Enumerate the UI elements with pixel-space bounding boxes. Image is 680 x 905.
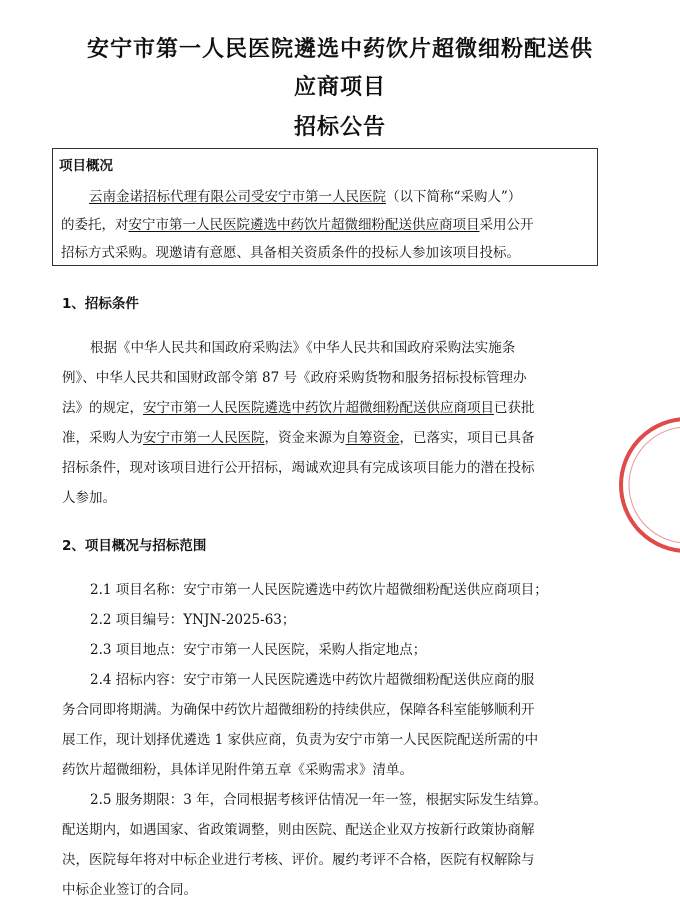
company-seal-stamp — [612, 410, 680, 560]
section1-line-4-a: 准，采购人为 — [62, 430, 143, 446]
section1-line-3-a: 法》的规定， — [62, 400, 143, 416]
document-title-line3: 招标公告 — [293, 115, 386, 140]
overview-line-2-a: 的委托，对 — [61, 217, 129, 233]
project-overview-box — [52, 148, 598, 266]
section1-project-name: 安宁市第一人民医院遴选中药饮片超微细粉配送供应商项目 — [143, 400, 494, 416]
agency-name: 云南金诺招标代理有限公司受安宁市第一人民医院 — [89, 189, 386, 205]
project-name: 安宁市第一人民医院遴选中药饮片超微细粉配送供应商项目 — [128, 217, 480, 233]
item-2-4-line-1: 2.4 招标内容：安宁市第一人民医院遴选中药饮片超微细粉配送供应商的服 — [90, 672, 535, 688]
overview-line-1 — [89, 185, 521, 205]
section1-line-6: 人参加。 — [62, 490, 116, 506]
section1-line-2: 例》、中华人民共和国财政部令第 87 号《政府采购货物和服务招标投标管理办 — [62, 370, 527, 386]
item-2-3: 2.3 项目地点：安宁市第一人民医院，采购人指定地点； — [90, 642, 427, 658]
item-2-5-line-2: 配送期内，如遇国家、省政策调整，则由医院、配送企业双方按新行政策协商解 — [62, 822, 535, 838]
section1-line-3 — [62, 396, 535, 416]
section1-line-4-e: ，已落实，项目已具备 — [399, 430, 535, 446]
overview-heading: 项目概况 — [59, 158, 113, 174]
fund-source: 自筹资金 — [345, 430, 400, 446]
item-2-4-line-3: 展工作，现计划择优遴选 1 家供应商，负责为安宁市第一人民医院配送所需的中 — [62, 732, 539, 748]
overview-line-2-c: 采用公开 — [479, 217, 534, 233]
section2-heading: 2、项目概况与招标范围 — [62, 538, 207, 554]
item-2-4-line-4: 药饮片超微细粉，具体详见附件第五章《采购需求》清单。 — [62, 762, 413, 778]
item-2-1: 2.1 项目名称：安宁市第一人民医院遴选中药饮片超微细粉配送供应商项目； — [90, 582, 548, 598]
document-title-line2: 应商项目 — [293, 75, 386, 100]
section1-line-4 — [62, 426, 535, 446]
purchaser-name: 安宁市第一人民医院 — [143, 430, 265, 446]
item-2-5-line-3: 决，医院每年将对中标企业进行考核、评价。履约考评不合格，医院有权解除与 — [62, 852, 535, 868]
item-2-2: 2.2 项目编号：YNJN-2025-63； — [90, 612, 296, 628]
section1-heading: 1、招标条件 — [62, 296, 139, 312]
overview-line-2 — [61, 213, 534, 233]
section1-line-1: 根据《中华人民共和国政府采购法》《中华人民共和国政府采购法实施条 — [90, 340, 516, 356]
section1-line-4-c: ，资金来源为 — [264, 430, 346, 446]
overview-line-3: 招标方式采购。现邀请有意愿、具备相关资质条件的投标人参加该项目投标。 — [61, 245, 520, 261]
section1-line-3-c: 已获批 — [494, 400, 535, 416]
overview-line-1-rest: （以下简称“采购人”） — [386, 189, 522, 205]
document-title-line1: 安宁市第一人民医院遴选中药饮片超微细粉配送供 — [86, 37, 593, 62]
item-2-4-line-2: 务合同即将期满。为确保中药饮片超微细粉的持续供应，保障各科室能够顺利开 — [62, 702, 535, 718]
section1-line-5: 招标条件，现对该项目进行公开招标，竭诚欢迎具有完成该项目能力的潜在投标 — [62, 460, 535, 476]
item-2-5-line-4: 中标企业签订的合同。 — [62, 882, 197, 898]
item-2-5-line-1: 2.5 服务期限：3 年，合同根据考核评估情况一年一签，根据实际发生结算。 — [90, 792, 548, 808]
